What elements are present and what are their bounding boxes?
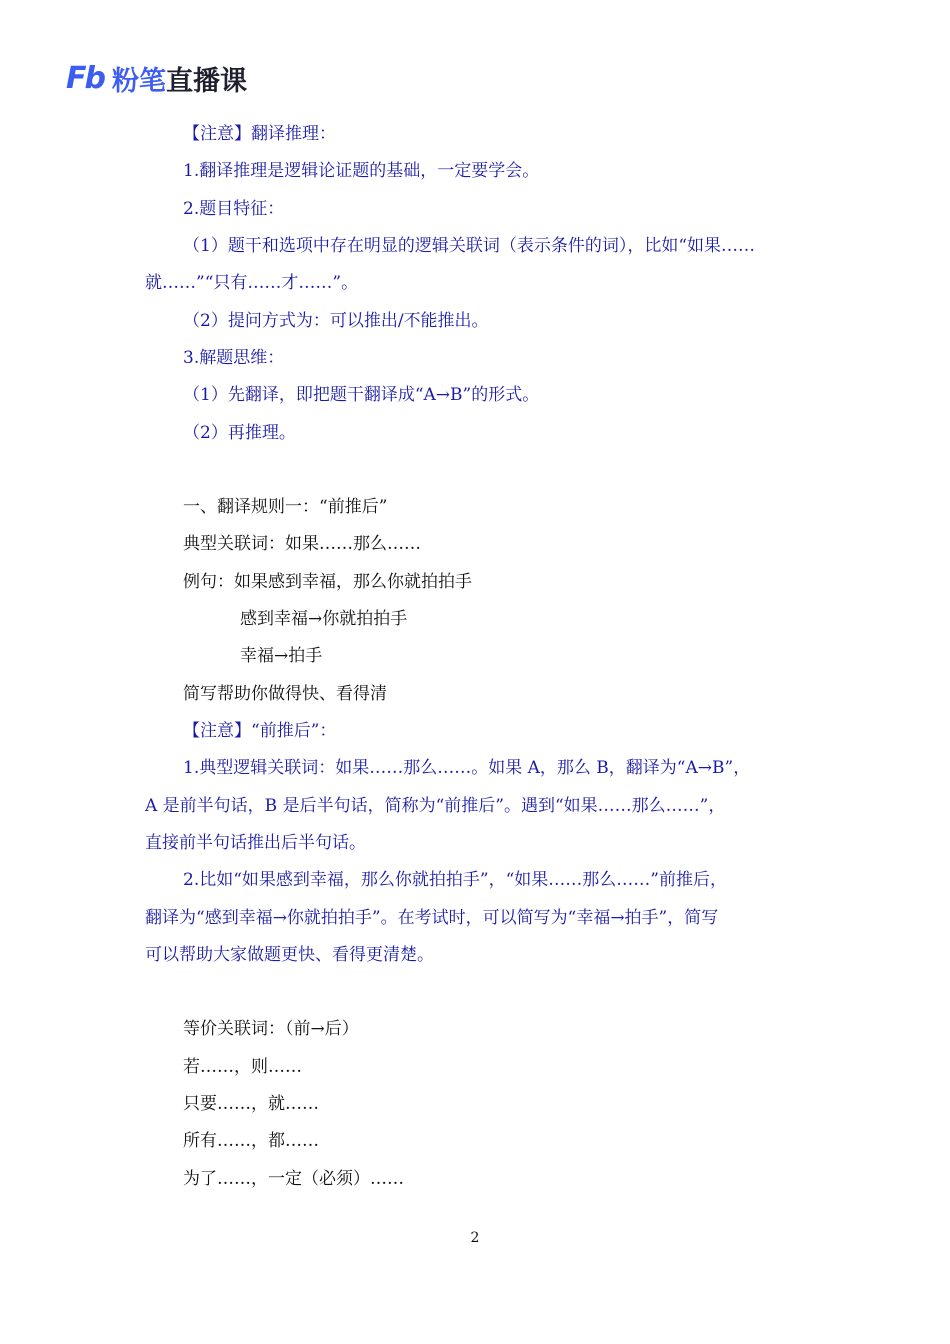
rule1-example: 例句：如果感到幸福，那么你就拍拍手 — [183, 572, 472, 592]
brand-name — [112, 59, 247, 98]
note2-title: 【注意】“前推后”： — [183, 721, 337, 741]
equivalents-item: 只要……，就…… — [183, 1094, 319, 1114]
rule1-example-translation-2: 幸福→拍手 — [240, 646, 323, 666]
fb-logo-icon: Fb — [66, 60, 104, 96]
note1-paragraph-1: 1.翻译推理是逻辑论证题的基础，一定要学会。 — [183, 161, 540, 181]
rule1-heading: 一、翻译规则一：“前推后” — [183, 497, 388, 517]
note2-paragraph-2-line-2: 翻译为“感到幸福→你就拍拍手”。在考试时，可以简写为“幸福→拍手”，简写 — [145, 908, 719, 928]
note2-paragraph-1-line-1: 1.典型逻辑关联词：如果……那么……。如果 A，那么 B，翻译为“A→B”， — [183, 758, 751, 778]
equivalents-item: 为了……，一定（必须）…… — [183, 1169, 404, 1189]
brand-logo — [66, 60, 247, 96]
note2-paragraph-2-line-1: 2.比如“如果感到幸福，那么你就拍拍手”，“如果……那么……”前推后， — [183, 870, 727, 890]
note1-paragraph-4: （2）提问方式为：可以推出/不能推出。 — [183, 311, 489, 331]
note2-paragraph-2-line-3: 可以帮助大家做题更快、看得更清楚。 — [145, 945, 434, 965]
brand-name-part2: 直播课 — [165, 65, 247, 97]
note1-paragraph-3-line-1: （1）题干和选项中存在明显的逻辑关联词（表示条件的词），比如“如果…… — [183, 236, 756, 256]
note1-paragraph-7: （2）再推理。 — [183, 423, 296, 443]
rule1-example-translation-1: 感到幸福→你就拍拍手 — [240, 609, 408, 629]
rule1-tip: 简写帮助你做得快、看得清 — [183, 684, 387, 704]
note2-paragraph-1-line-3: 直接前半句话推出后半句话。 — [145, 833, 366, 853]
rule1-typical-connectives: 典型关联词：如果……那么…… — [183, 534, 421, 554]
note1-paragraph-3-line-2: 就……”“只有……才……”。 — [145, 273, 359, 293]
equivalents-item: 所有……，都…… — [183, 1131, 319, 1151]
note1-paragraph-5: 3.解题思维： — [183, 348, 285, 368]
page-number: 2 — [470, 1230, 480, 1246]
note1-paragraph-2: 2.题目特征： — [183, 199, 285, 219]
note1-title: 【注意】翻译推理： — [183, 124, 336, 144]
note2-paragraph-1-line-2: A 是前半句话，B 是后半句话，简称为“前推后”。遇到“如果……那么……”， — [145, 796, 726, 816]
brand-name-part1: 粉笔 — [111, 65, 166, 97]
note1-paragraph-6: （1）先翻译，即把题干翻译成“A→B”的形式。 — [183, 385, 540, 405]
equivalents-item: 若……，则…… — [183, 1057, 302, 1077]
equivalents-heading: 等价关联词：（前→后） — [183, 1019, 359, 1039]
